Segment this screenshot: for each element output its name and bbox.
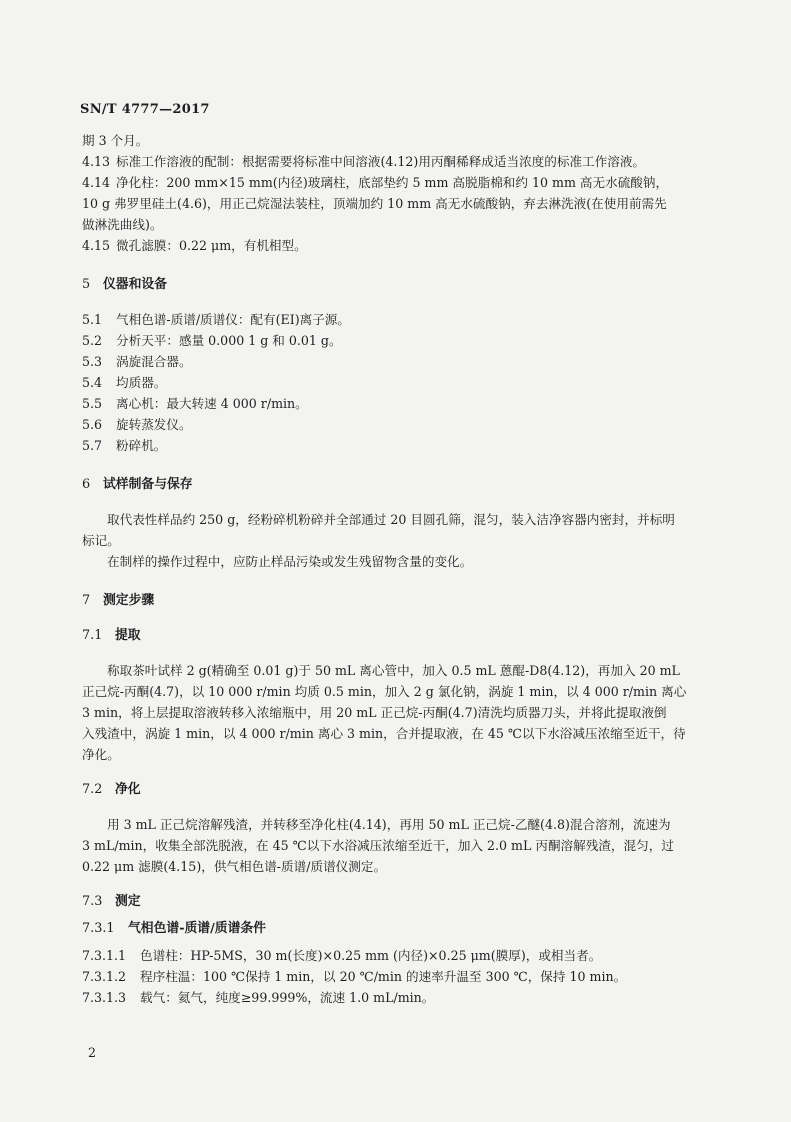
clause-5-4 [82, 372, 710, 393]
page-number: 2 [88, 1045, 97, 1060]
section-number: 7 [82, 593, 91, 608]
subsection-heading-7-3-1 [82, 918, 710, 939]
clause-number: 5.3 [82, 354, 103, 369]
subsection-number: 7.1 [82, 628, 103, 643]
clause-number: 7.3.1.2 [82, 969, 127, 984]
subsection-title: 气相色谱-质谱/质谱条件 [128, 921, 266, 936]
clause-5-6 [82, 414, 710, 435]
clause-number: 4.14 [82, 175, 111, 190]
section-number: 5 [82, 277, 91, 292]
clause-text: 程序柱温：100 ℃保持 1 min，以 20 ℃/min 的速率升温至 300 ℃，保持 10 min。 [140, 969, 627, 984]
clause-number: 7.3.1.1 [82, 948, 127, 963]
clause-text: 气相色谱-质谱/质谱仪：配有(EI)离子源。 [116, 312, 350, 327]
clause-7-3-1-3 [82, 987, 710, 1008]
paragraph-line: 称取茶叶试样 2 g(精确至 0.01 g)于 50 mL 离心管中，加入 0.5 mL 蒽醌-D8(4.12)，再加入 20 mL [107, 663, 680, 678]
paragraph-line: 标记。 [82, 533, 120, 548]
paragraph-line: 0.22 μm 滤膜(4.15)，供气相色谱-质谱/质谱仪测定。 [82, 859, 387, 874]
clause-text: 均质器。 [116, 375, 167, 390]
clause-7-3-1-1 [82, 945, 710, 966]
clause-number: 5.7 [82, 438, 103, 453]
paragraph-line: 3 mL/min，收集全部洗脱液，在 45 ℃以下水浴减压浓缩至近干，加入 2.0 mL 丙酮溶解残渣，混匀，过 [82, 838, 674, 853]
paragraph-line: 正己烷-丙酮(4.7)，以 10 000 r/min 均质 0.5 min，加入 2 g 氯化钠，涡旋 1 min，以 4 000 r/min 离心 [82, 684, 687, 699]
clause-5-1 [82, 309, 710, 330]
clause-number: 5.5 [82, 396, 103, 411]
subsection-number: 7.3.1 [82, 921, 115, 936]
clause-text: 标准工作溶液的配制：根据需要将标准中间溶液(4.12)用丙酮稀释成适当浓度的标准工作溶液。 [116, 154, 646, 169]
paragraph-line: 入残渣中，涡旋 1 min，以 4 000 r/min 离心 3 min，合并提取液，在 45 ℃以下水浴减压浓缩至近干，待 [82, 726, 686, 741]
clause-4-15 [82, 235, 710, 256]
text-line: 做淋洗曲线)。 [82, 217, 163, 232]
clause-text: 离心机：最大转速 4 000 r/min。 [116, 396, 308, 411]
text-line: 期 3 个月。 [82, 133, 149, 148]
subsection-title: 提取 [115, 628, 141, 643]
section-heading-6 [82, 474, 710, 495]
paragraph-line: 3 min，将上层提取溶液转移入浓缩瓶中，用 20 mL 正己烷-丙酮(4.7)清洗均质器刀头，并将此提取液倒 [82, 705, 667, 720]
clause-number: 7.3.1.3 [82, 990, 127, 1005]
section-title: 测定步骤 [103, 593, 155, 608]
clause-text: 净化柱：200 mm×15 mm(内径)玻璃柱，底部垫约 5 mm 高脱脂棉和约 10 mm 高无水硫酸钠， [116, 175, 669, 190]
standard-header: SN/T 4777—2017 [80, 102, 210, 117]
clause-text: 涡旋混合器。 [116, 354, 192, 369]
clause-text: 色谱柱：HP-5MS，30 m(长度)×0.25 mm (内径)×0.25 μm(膜厚)，或相当者。 [140, 948, 602, 963]
paragraph-line: 在制样的操作过程中，应防止样品污染或发生残留物含量的变化。 [107, 554, 473, 569]
subsection-number: 7.3 [82, 894, 103, 909]
paragraph-line: 用 3 mL 正己烷溶解残渣，并转移至净化柱(4.14)，再用 50 mL 正己烷-乙醚(4.8)混合溶剂，流速为 [107, 817, 671, 832]
text-line: 10 g 弗罗里硅土(4.6)，用正己烷湿法装柱，顶端加约 10 mm 高无水硫酸钠，弃去淋洗液(在使用前需先 [82, 196, 667, 211]
clause-text: 微孔滤膜：0.22 μm，有机相型。 [116, 238, 307, 253]
clause-number: 4.15 [82, 238, 111, 253]
subsection-number: 7.2 [82, 782, 103, 797]
section-heading-5 [82, 274, 710, 295]
clause-5-3 [82, 351, 710, 372]
clause-5-5 [82, 393, 710, 414]
paragraph-line: 取代表性样品约 250 g，经粉碎机粉碎并全部通过 20 目圆孔筛，混匀，装入洁净容器内密封，并标明 [107, 512, 675, 527]
section-title: 试样制备与保存 [103, 477, 193, 492]
clause-number: 5.1 [82, 312, 103, 327]
section-number: 6 [82, 477, 91, 492]
clause-text: 载气：氦气，纯度≥99.999%，流速 1.0 mL/min。 [140, 990, 435, 1005]
subsection-heading-7-2 [82, 779, 710, 800]
subsection-heading-7-1 [82, 625, 710, 646]
clause-number: 5.6 [82, 417, 103, 432]
clause-text: 分析天平：感量 0.000 1 g 和 0.01 g。 [116, 333, 342, 348]
page-content [82, 130, 710, 1008]
clause-5-7 [82, 435, 710, 456]
subsection-title: 测定 [115, 894, 141, 909]
subsection-heading-7-3 [82, 891, 710, 912]
subsection-title: 净化 [115, 782, 141, 797]
clause-7-3-1-2 [82, 966, 710, 987]
clause-4-13 [82, 151, 710, 172]
section-heading-7 [82, 590, 710, 611]
section-title: 仪器和设备 [103, 277, 167, 292]
clause-text: 粉碎机。 [116, 438, 167, 453]
clause-number: 5.4 [82, 375, 103, 390]
paragraph-line: 净化。 [82, 747, 120, 762]
clause-number: 5.2 [82, 333, 103, 348]
clause-4-14 [82, 172, 710, 193]
clause-5-2 [82, 330, 710, 351]
clause-number: 4.13 [82, 154, 111, 169]
clause-text: 旋转蒸发仪。 [116, 417, 192, 432]
